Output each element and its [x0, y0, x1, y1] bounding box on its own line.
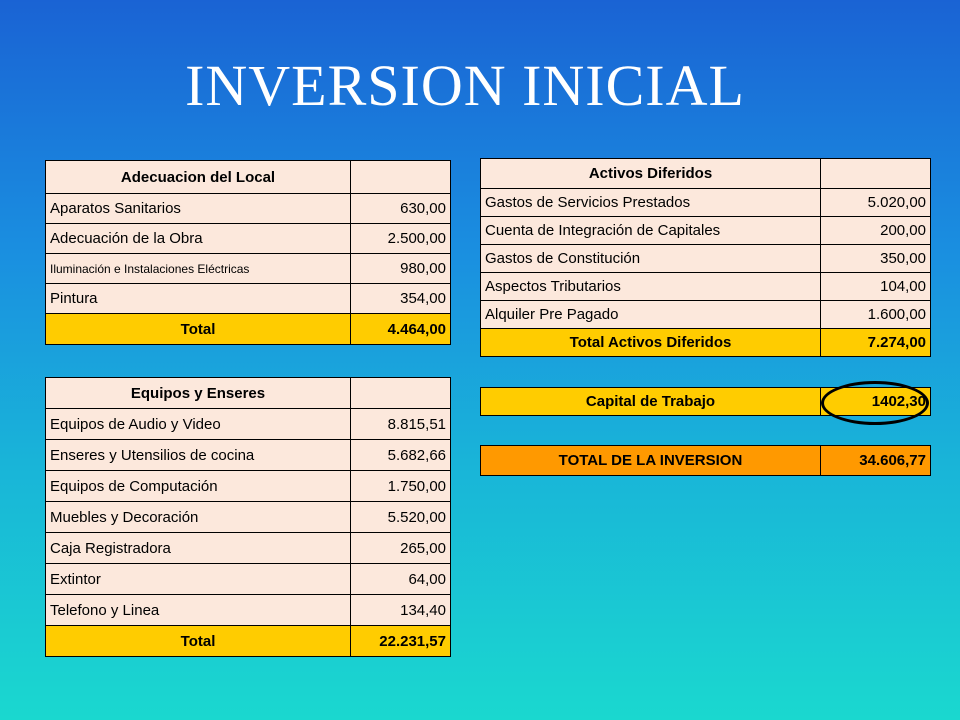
grand-total-row — [481, 446, 931, 476]
table-header-row — [46, 378, 451, 409]
row-value: 5.520,00 — [351, 502, 451, 533]
row-label: Enseres y Utensilios de cocina — [46, 440, 351, 471]
total-label: Total — [46, 626, 351, 657]
row-label: Caja Registradora — [46, 533, 351, 564]
row-label: Extintor — [46, 564, 351, 595]
row-value: 630,00 — [351, 194, 451, 224]
row-value: 104,00 — [821, 273, 931, 301]
table-header-empty — [351, 161, 451, 194]
row-value: 8.815,51 — [351, 409, 451, 440]
table-row — [46, 224, 451, 254]
highlight-circle — [821, 381, 929, 425]
row-value: 5.020,00 — [821, 189, 931, 217]
table-row — [46, 409, 451, 440]
table-header: Equipos y Enseres — [46, 378, 351, 409]
table-header-row — [481, 159, 931, 189]
row-label: Equipos de Audio y Video — [46, 409, 351, 440]
total-row — [481, 329, 931, 357]
equipos-table — [45, 377, 451, 657]
grand-total-value: 34.606,77 — [821, 446, 931, 476]
table-row — [46, 471, 451, 502]
table-header-row — [46, 161, 451, 194]
row-label: Alquiler Pre Pagado — [481, 301, 821, 329]
table-header: Activos Diferidos — [481, 159, 821, 189]
diferidos-table — [480, 158, 931, 357]
table-row — [46, 595, 451, 626]
total-row — [46, 626, 451, 657]
row-label: Telefono y Linea — [46, 595, 351, 626]
total-inversion-table — [480, 445, 931, 476]
row-value: 2.500,00 — [351, 224, 451, 254]
total-value: 7.274,00 — [821, 329, 931, 357]
table-header-empty — [821, 159, 931, 189]
table-row — [46, 502, 451, 533]
capital-label: Capital de Trabajo — [481, 388, 821, 416]
table-row — [46, 564, 451, 595]
table-row — [46, 533, 451, 564]
row-label: Pintura — [46, 284, 351, 314]
table-row — [481, 245, 931, 273]
grand-total-label: TOTAL DE LA INVERSION — [481, 446, 821, 476]
row-value: 980,00 — [351, 254, 451, 284]
total-row — [46, 314, 451, 345]
row-value: 1.750,00 — [351, 471, 451, 502]
row-label: Aparatos Sanitarios — [46, 194, 351, 224]
row-label: Cuenta de Integración de Capitales — [481, 217, 821, 245]
table-header-empty — [351, 378, 451, 409]
row-value: 1.600,00 — [821, 301, 931, 329]
total-value: 4.464,00 — [351, 314, 451, 345]
capital-value: 1402,30 — [821, 388, 931, 416]
row-label: Gastos de Constitución — [481, 245, 821, 273]
table-row — [481, 217, 931, 245]
table-row — [481, 189, 931, 217]
total-label: Total Activos Diferidos — [481, 329, 821, 357]
row-label: Iluminación e Instalaciones Eléctricas — [46, 254, 351, 284]
row-value: 354,00 — [351, 284, 451, 314]
row-value: 200,00 — [821, 217, 931, 245]
row-label: Aspectos Tributarios — [481, 273, 821, 301]
row-value: 265,00 — [351, 533, 451, 564]
table-row — [46, 284, 451, 314]
row-label: Equipos de Computación — [46, 471, 351, 502]
total-label: Total — [46, 314, 351, 345]
row-value: 64,00 — [351, 564, 451, 595]
row-value: 350,00 — [821, 245, 931, 273]
total-value: 22.231,57 — [351, 626, 451, 657]
page-title: INVERSION INICIAL — [185, 53, 745, 118]
row-value: 5.682,66 — [351, 440, 451, 471]
table-row — [46, 194, 451, 224]
table-row — [481, 273, 931, 301]
table-row — [481, 301, 931, 329]
adecuacion-table — [45, 160, 451, 345]
row-label: Muebles y Decoración — [46, 502, 351, 533]
row-value: 134,40 — [351, 595, 451, 626]
row-label: Adecuación de la Obra — [46, 224, 351, 254]
table-row — [46, 254, 451, 284]
table-row — [46, 440, 451, 471]
row-label: Gastos de Servicios Prestados — [481, 189, 821, 217]
table-header: Adecuacion del Local — [46, 161, 351, 194]
